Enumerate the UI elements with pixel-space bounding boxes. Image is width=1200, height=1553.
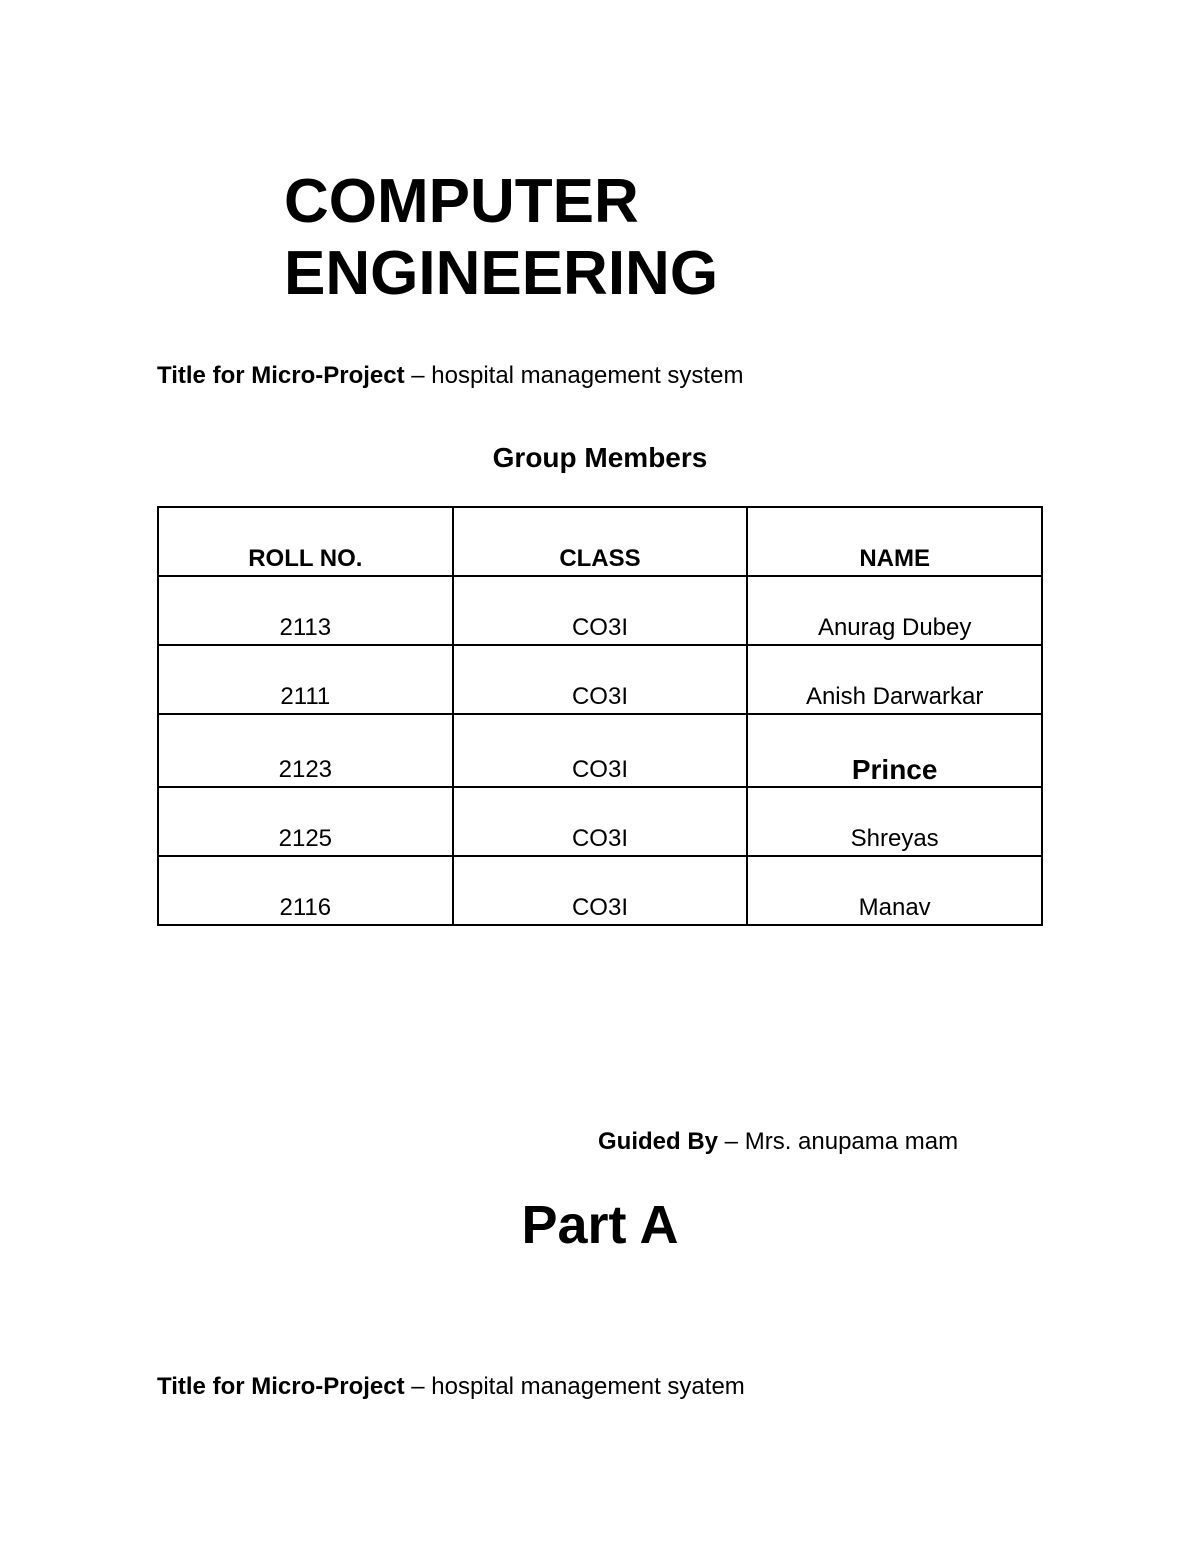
department-title-line1: COMPUTER [284, 167, 639, 236]
cell-name: Manav [747, 856, 1042, 925]
cell-name: Shreyas [747, 787, 1042, 856]
guided-by-value: Mrs. anupama mam [744, 1128, 959, 1155]
cell-roll-no: 2111 [158, 645, 453, 714]
group-members-heading: Group Members [492, 442, 708, 473]
guided-by-separator: – [718, 1128, 745, 1155]
guided-by-label: Guided By [598, 1128, 719, 1155]
cell-name: Anurag Dubey [747, 576, 1042, 645]
project-title-separator: – [404, 1373, 432, 1400]
cell-name: Anish Darwarkar [747, 645, 1042, 714]
department-title-line2: ENGINEERING [284, 239, 719, 308]
cell-roll-no: 2116 [158, 856, 453, 925]
table-row [158, 645, 1042, 714]
guided-by [598, 1127, 958, 1157]
department-title [284, 166, 718, 310]
project-title-label: Title for Micro-Project [157, 362, 405, 389]
project-title-label: Title for Micro-Project [157, 1373, 405, 1400]
project-title-separator: – [404, 362, 432, 389]
cell-name: Prince [747, 714, 1042, 787]
part-heading: Part A [521, 1195, 679, 1255]
cell-roll-no: 2125 [158, 787, 453, 856]
header-roll-no: ROLL NO. [158, 507, 453, 576]
header-name: NAME [747, 507, 1042, 576]
project-title-top [157, 361, 743, 391]
table-row [158, 787, 1042, 856]
table-header-row [158, 507, 1042, 576]
header-class: CLASS [453, 507, 748, 576]
cell-roll-no: 2123 [158, 714, 453, 787]
cell-class: CO3I [453, 714, 748, 787]
table-row [158, 856, 1042, 925]
table-row [158, 576, 1042, 645]
cell-class: CO3I [453, 787, 748, 856]
cell-class: CO3I [453, 645, 748, 714]
project-title-value: hospital management syatem [431, 1373, 745, 1400]
project-title-bottom [157, 1372, 745, 1402]
table-row [158, 714, 1042, 787]
cell-roll-no: 2113 [158, 576, 453, 645]
cell-class: CO3I [453, 856, 748, 925]
group-members-table [157, 506, 1043, 926]
project-title-value: hospital management system [431, 362, 744, 389]
cell-class: CO3I [453, 576, 748, 645]
